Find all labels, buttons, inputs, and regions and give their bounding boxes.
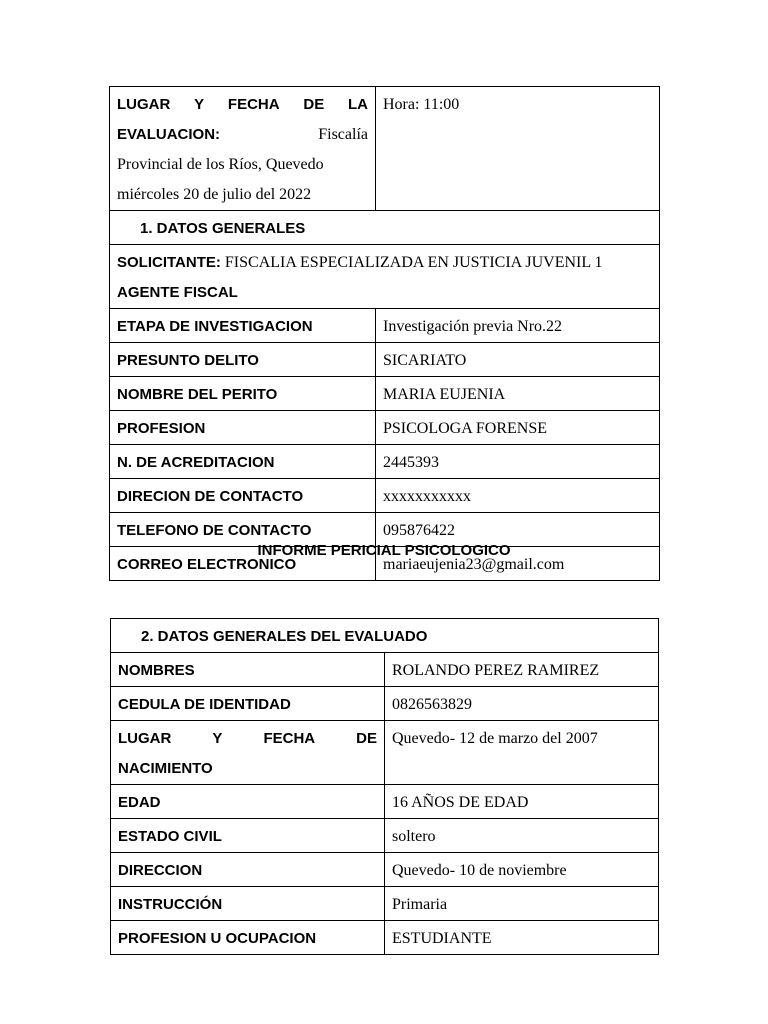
solicitante-label: SOLICITANTE: xyxy=(117,254,221,271)
solicitante-value: FISCALIA ESPECIALIZADA EN JUSTICIA JUVENIL 1 xyxy=(220,254,603,271)
evaluation-time: Hora: 11:00 xyxy=(376,87,660,211)
report-title: INFORME PERICIAL PSICOLOGICO xyxy=(257,542,511,559)
row-label: PROFESION U OCUPACION xyxy=(111,921,385,955)
row-label: CORREO ELECTRONICO xyxy=(110,547,376,581)
row-label: PROFESION xyxy=(110,411,376,445)
row-label: NOMBRE DEL PERITO xyxy=(110,377,376,411)
evaluation-place-date-cell xyxy=(110,87,376,211)
row-value: ESTUDIANTE xyxy=(385,921,659,955)
row-label: TELEFONO DE CONTACTO xyxy=(110,513,376,547)
row-value: xxxxxxxxxxx xyxy=(376,479,660,513)
agente-fiscal: AGENTE FISCAL xyxy=(117,284,238,301)
evaluation-label-line2: EVALUACION: Fiscalía xyxy=(117,126,368,143)
row-label: N. DE ACREDITACION xyxy=(110,445,376,479)
row-label: EDAD xyxy=(111,785,385,819)
row-value: 095876422 xyxy=(376,513,660,547)
birth-label-line1: LUGAR Y FECHA DE xyxy=(118,730,377,747)
row-label: CEDULA DE IDENTIDAD xyxy=(111,687,385,721)
row-value: 16 AÑOS DE EDAD xyxy=(385,785,659,819)
row-label: ETAPA DE INVESTIGACION xyxy=(110,309,376,343)
general-data-table xyxy=(109,86,660,581)
section1-heading: 1. DATOS GENERALES xyxy=(110,211,660,245)
row-value: Investigación previa Nro.22 xyxy=(376,309,660,343)
birth-place-date-label-cell xyxy=(111,721,385,785)
row-label: DIRECCION xyxy=(111,853,385,887)
row-value: Primaria xyxy=(385,887,659,921)
row-label: DIRECION DE CONTACTO xyxy=(110,479,376,513)
row-value: 0826563829 xyxy=(385,687,659,721)
section2-heading: 2. DATOS GENERALES DEL EVALUADO xyxy=(111,619,659,653)
row-value: mariaeujenia23@gmail.com xyxy=(376,547,660,581)
row-value: soltero xyxy=(385,819,659,853)
row-value: Quevedo- 10 de noviembre xyxy=(385,853,659,887)
row-value: 2445393 xyxy=(376,445,660,479)
birth-label-line2: NACIMIENTO xyxy=(118,760,213,777)
row-value: PSICOLOGA FORENSE xyxy=(376,411,660,445)
row-label: ESTADO CIVIL xyxy=(111,819,385,853)
row-label: NOMBRES xyxy=(111,653,385,687)
row-value: MARIA EUJENIA xyxy=(376,377,660,411)
evaluated-data-table xyxy=(110,618,659,955)
evaluation-date-value: miércoles 20 de julio del 2022 xyxy=(117,186,312,203)
row-label: INSTRUCCIÓN xyxy=(111,887,385,921)
row-value: Quevedo- 12 de marzo del 2007 xyxy=(385,721,659,785)
evaluation-place-value: Provincial de los Ríos, Quevedo xyxy=(117,156,324,173)
solicitante-cell xyxy=(110,245,660,309)
row-value: SICARIATO xyxy=(376,343,660,377)
evaluation-label-line1: LUGAR Y FECHA DE LA xyxy=(117,96,368,113)
row-value: ROLANDO PEREZ RAMIREZ xyxy=(385,653,659,687)
row-label: PRESUNTO DELITO xyxy=(110,343,376,377)
